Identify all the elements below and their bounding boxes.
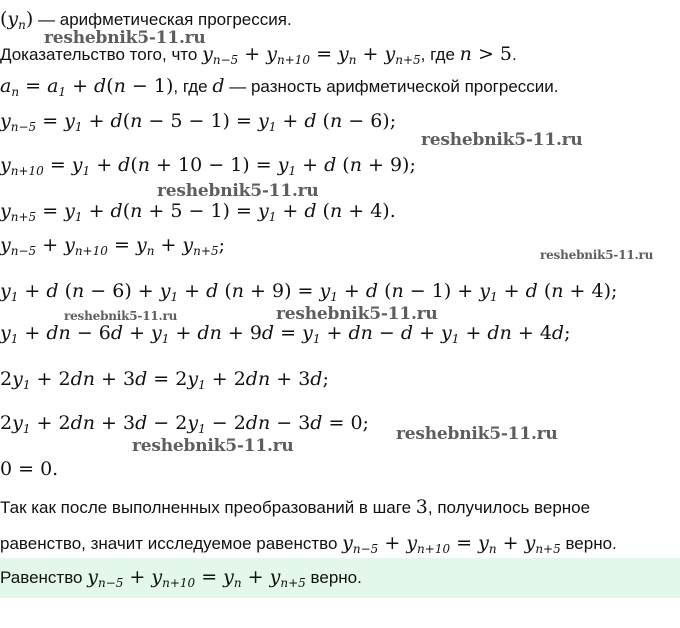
watermark: reshebnik5-11.ru [44,28,206,48]
math-condition: n > 5 [459,43,512,65]
math-step-5: $y_1 + d$ $(n - 6) + y_1 + d$ $(n + 9) = y_1 + d$ $(n - 1) + y_1 + d$ (n + 4); [0,280,618,304]
watermark: reshebnik5-11.ru [540,248,654,262]
watermark: reshebnik5-11.ru [276,304,438,324]
text-sequence-def: — арифметическая прогрессия. [33,10,292,29]
text-claim-where: , где [420,45,460,64]
line-answer [0,566,362,588]
text-conclusion-2b: верно. [560,534,617,553]
text-answer-end: верно. [305,568,362,587]
math-claim: $y_{n-5} + y_{n+10} = y_n + y_{n+5}$ [202,43,421,67]
text-conclusion-2: равенство, значит исследуемое равенство [0,534,343,553]
text-conclusion-1: Так как после выполненных преобразований в шаге [0,498,416,517]
math-step-4: $y_{n-5} + y_{n+10} = y_n + y_{n+5}$; [0,234,225,258]
math-step-1: $y_{n-5} = y_1 + d(n - 5 - 1) = y_1 + d$ (n − 6); [0,110,397,134]
math-step-7: $2y_1 + 2dn + 3d = 2y_1 + 2dn + 3d$; [0,368,329,392]
line-conclusion-1 [0,496,590,518]
math-step-8: $2y_1 + 2dn + 3d - 2y_1 - 2dn - 3d = 0$; [0,412,369,436]
text-conclusion-1b: , получилось верное [427,498,591,517]
text-answer-start: Равенство [0,568,88,587]
watermark: reshebnik5-11.ru [64,309,178,323]
math-answer: $y_{n-5} + y_{n+10} = y_n + y_{n+5}$ [87,566,306,590]
text-claim-start: Доказательство того, что [0,45,203,64]
math-step-6: $y_1$ + dn − $6d + y_1$ + dn + $9d = y_1$ + dn − $d + y_1$ + dn + 4d; [0,322,571,346]
line-sequence-def [0,8,292,30]
watermark: reshebnik5-11.ru [421,130,583,150]
answer-box [0,558,680,598]
watermark: reshebnik5-11.ru [132,436,294,456]
text-claim-end: . [512,45,517,64]
math-yn: $(y_n)$ [0,8,34,32]
math-step-2: $y_{n+10} = y_1 + d(n + 10 - 1) = y_1 + d$ (n + 9); [0,154,416,178]
text-formula-where: , где [173,77,213,96]
step-number: 3 [415,496,428,518]
text-formula-desc: — разность арифметической прогрессии. [224,77,559,96]
line-conclusion-2 [0,532,617,554]
line-formula [0,75,559,97]
watermark: reshebnik5-11.ru [396,424,558,444]
math-step-9: 0 = 0. [0,458,59,480]
math-general-term: $a_n = a_1 + d(n - 1)$ [0,75,174,99]
math-claim-repeat: $y_{n-5} + y_{n+10} = y_n + y_{n+5}$ [342,532,561,556]
math-step-3: $y_{n+5} = y_1 + d(n + 5 - 1) = y_1 + d$ (n + 4). [0,200,396,224]
math-d: d [212,75,225,97]
watermark: reshebnik5-11.ru [157,181,319,201]
